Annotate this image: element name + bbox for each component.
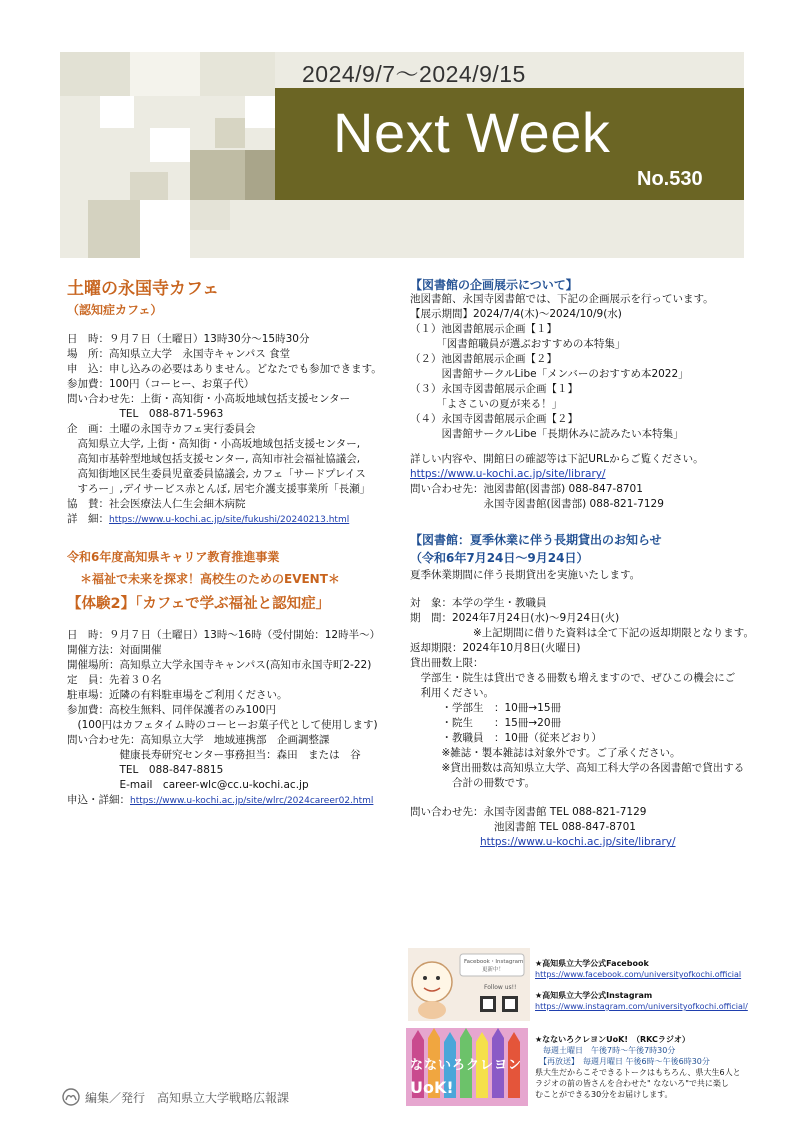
career-details — [67, 628, 397, 809]
career-line: 駐車場：近隣の有料駐車場をご利用ください。 — [67, 689, 288, 701]
cafe-line: 企 画：土曜の永国寺カフェ実行委員会 — [67, 423, 256, 435]
career-line: 定 員：先着３０名 — [67, 674, 162, 686]
loan-line: 利用ください。 — [410, 687, 494, 699]
newsletter-title: Next Week — [333, 101, 611, 164]
cafe-detail-link[interactable]: https://www.u-kochi.ac.jp/site/fukushi/20240213.html — [109, 515, 350, 525]
career-line: TEL 088-847-8815 — [67, 764, 224, 776]
date-range: 2024/9/7～2024/9/15 — [302, 61, 526, 87]
career-detail-row — [67, 793, 397, 809]
exhibit-line: （２）池図書館展示企画【２】 — [410, 353, 557, 365]
career-line: 日 時：９月７日（土曜日）13時～16時（受付開始：12時半～） — [67, 629, 381, 641]
exhibit-line: 【展示期間】2024/7/4(木)～2024/10/9(水) — [410, 308, 622, 320]
cafe-title: 土曜の永国寺カフェ — [67, 279, 220, 299]
exhibit-line: （４）永国寺図書館展示企画【２】 — [410, 413, 578, 425]
exhibit-more: 詳しい内容や、開館日の確認等は下記URLからご覧ください。 — [410, 453, 704, 465]
loan-contact: 問い合わせ先：永国寺図書館 TEL 088-821-7129 — [410, 806, 647, 818]
loan-line: ※雑誌・製本雑誌は対象外です。ご了承ください。 — [410, 747, 681, 759]
cafe-line: 参加費：100円（コーヒー、お菓子代） — [67, 378, 255, 390]
cafe-details — [67, 332, 397, 528]
facebook-link[interactable]: https://www.facebook.com/universityofkochi.official — [535, 970, 742, 979]
loan-intro: 夏季休業期間に伴う長期貸出を実施いたします。 — [410, 569, 641, 581]
loan-line: 期 間：2024年7月24日(水)～9月24日(火) — [410, 612, 620, 624]
exhibit-line: （３）永国寺図書館展示企画【１】 — [410, 383, 578, 395]
footer-credit: 編集／発行 高知県立大学戦略広報課 — [85, 1091, 290, 1105]
career-line: 開催場所：高知県立大学永国寺キャンパス(高知市永国寺町2-22) — [67, 659, 372, 671]
follow-text: Follow us!! — [484, 984, 517, 991]
cafe-detail-row — [67, 512, 397, 528]
instagram-title: ★高知県立大学公式Instagram — [535, 991, 653, 1000]
exhibit-line: 「図書館職員が選ぶおすすめの本特集」 — [410, 338, 626, 350]
radio-line: 毎週土曜日 午後7時～午後7時30分 — [535, 1046, 676, 1055]
exhibit-details — [410, 292, 755, 512]
career-title-1: 令和6年度高知県キャリア教育推進事業 — [67, 550, 280, 564]
loan-line: ・教職員 ：10冊（従来どおり） — [410, 732, 602, 744]
exhibit-title: 【図書館の企画展示について】 — [410, 278, 578, 292]
loan-link[interactable]: https://www.u-kochi.ac.jp/site/library/ — [480, 836, 676, 848]
loan-line: 合計の冊数です。 — [410, 777, 536, 789]
cafe-detail-label: 詳 細： — [67, 513, 109, 525]
career-line: (100円はカフェタイム時のコーヒーお菓子代として使用します) — [67, 719, 378, 731]
cafe-line: 日 時：９月７日（土曜日）13時30分～15時30分 — [67, 333, 310, 345]
cafe-line: 申 込：申し込みの必要はありません。どなたでも参加できます。 — [67, 363, 382, 375]
radio-line: 県大生だからこそできるトークはもちろん、県大生6人と — [535, 1068, 741, 1077]
cafe-line: すろー」,デイサービス赤とんぼ, 居宅介護支援事業所「長瀬」 — [67, 483, 371, 495]
crayon-title: なないろクレヨン — [410, 1058, 523, 1073]
radio-line: ラジオの前の皆さんを合わせた" なないろ"で共に楽し — [535, 1079, 729, 1088]
cafe-line: 高知県立大学, 上街・高知街・小高坂地域包括支援センター, — [67, 438, 361, 450]
career-detail-label: 申込・詳細： — [67, 794, 130, 806]
loan-line: 貸出冊数上限： — [410, 657, 484, 669]
exhibit-contact: 問い合わせ先：池図書館(図書部) 088-847-8701 — [410, 483, 643, 495]
loan-title-2: （令和6年7月24日～9月24日） — [410, 551, 589, 565]
career-line: 問い合わせ先：高知県立大学 地域連携部 企画調整課 — [67, 734, 330, 746]
radio-info — [535, 1034, 741, 1100]
loan-details — [410, 568, 755, 850]
exhibit-link[interactable]: https://www.u-kochi.ac.jp/site/library/ — [410, 468, 606, 480]
loan-line: ・学部生 ：10冊→15冊 — [410, 702, 562, 714]
sns-illustration — [408, 948, 530, 1021]
loan-line: ※上記期間に借りた資料は全て下記の返却期限となります。 — [410, 627, 754, 639]
exhibit-contact: 永国寺図書館(図書部) 088-821-7129 — [410, 498, 664, 510]
cafe-line: 問い合わせ先：上街・高知街・小高坂地域包括支援センター — [67, 393, 351, 405]
career-line: 開催方法：対面開催 — [67, 644, 162, 656]
exhibit-line: （１）池図書館展示企画【１】 — [410, 323, 557, 335]
loan-contact: 池図書館 TEL 088-847-8701 — [410, 821, 636, 833]
cafe-line: 高知街地区民生委員児童委員協議会, カフェ「サードプレイス — [67, 468, 366, 480]
career-line: 健康長寿研究センター事務担当：森田 または 谷 — [67, 749, 361, 761]
loan-title-1: 【図書館：夏季休業に伴う長期貸出のお知らせ — [410, 533, 662, 547]
loan-line: ・院生 ：15冊→20冊 — [410, 717, 562, 729]
sns-caption: Facebook・Instagram — [464, 959, 524, 965]
loan-line: 学部生・院生は貸出できる冊数も増えますので、ぜひこの機会にご — [410, 672, 736, 684]
cafe-line: 協 賛：社会医療法人仁生会細木病院 — [67, 498, 246, 510]
crayon-uok: UoK! — [410, 1078, 454, 1097]
career-line: 参加費：高校生無料、同伴保護者のみ100円 — [67, 704, 277, 716]
exhibit-line: 池図書館、永国寺図書館では、下記の企画展示を行っています。 — [410, 293, 714, 305]
exhibit-line: 図書館サークルLibe「メンバーのおすすめ本2022」 — [410, 368, 689, 380]
facebook-title: ★高知県立大学公式Facebook — [535, 959, 649, 968]
radio-title: ★なないろクレヨンUoK! （RKCラジオ） — [535, 1035, 690, 1044]
sns-caption-2: 更新中！ — [482, 967, 505, 973]
exhibit-line: 図書館サークルLibe「長期休みに読みたい本特集」 — [410, 428, 684, 440]
loan-line: ※貸出冊数は高知県立大学、高知工科大学の各図書館で貸出する — [410, 762, 745, 774]
cafe-line: 場 所：高知県立大学 永国寺キャンパス 食堂 — [67, 348, 291, 360]
university-logo-icon — [62, 1088, 80, 1106]
sns-links — [535, 958, 748, 1012]
cafe-line: 高知市基幹型地域包括支援センター, 高知市社会福祉協議会, — [67, 453, 361, 465]
instagram-link[interactable]: https://www.instagram.com/universityofkochi.official/ — [535, 1002, 748, 1011]
radio-illustration — [406, 1028, 528, 1106]
loan-line: 対 象：本学の学生・教職員 — [410, 597, 547, 609]
career-title-3: 【体験2】「カフェで学ぶ福祉と認知症」 — [67, 596, 331, 612]
radio-line: むことができる30分をお届けします。 — [535, 1090, 673, 1099]
radio-line: 【再放送】 毎週月曜日 午後6時～午後6時30分 — [535, 1057, 710, 1066]
cafe-subtitle: （認知症カフェ） — [67, 303, 163, 317]
career-detail-link[interactable]: https://www.u-kochi.ac.jp/site/wlrc/2024career02.html — [130, 796, 374, 806]
career-title-2: ＊福祉で未来を探求！高校生のためのEVENT＊ — [80, 572, 340, 586]
exhibit-line: 「よさこいの夏が来る！」 — [410, 398, 563, 410]
issue-number: No.530 — [637, 168, 703, 190]
loan-line: 返却期限：2024年10月8日(火曜日) — [410, 642, 581, 654]
career-line: E-mail career-wlc@cc.u-kochi.ac.jp — [67, 779, 309, 791]
cafe-line: TEL 088-871-5963 — [67, 408, 224, 420]
